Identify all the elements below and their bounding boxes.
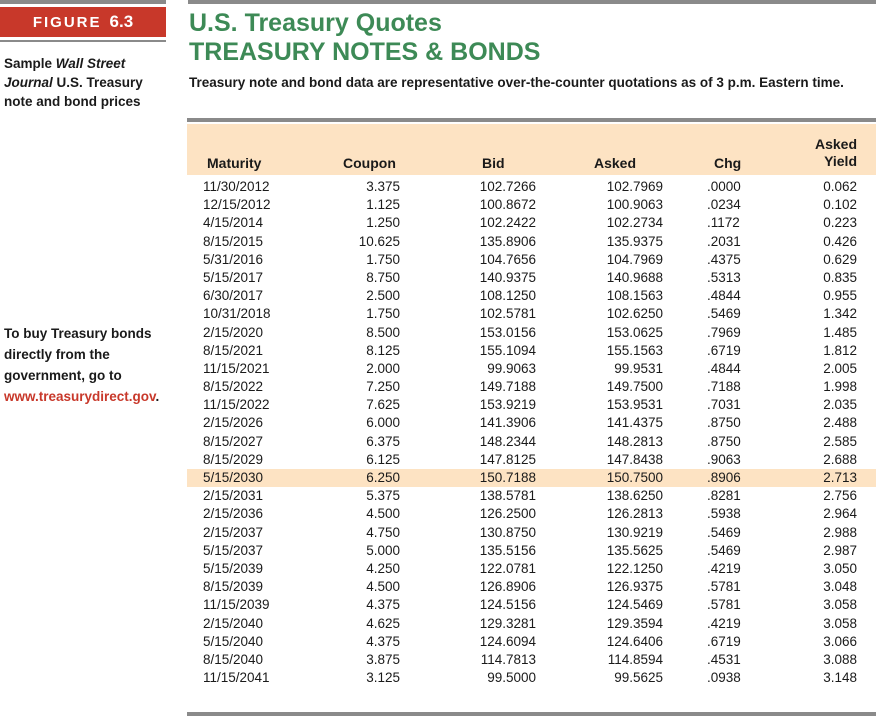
table-row [187,542,876,560]
cell-bid: 122.0781 [479,560,536,576]
header-yield-top: Asked [814,136,857,152]
cell-chg: .5781 [707,597,741,613]
side-note-text: To buy Treasury bonds directly from the government, go to [4,326,152,383]
cell-asked: 140.9688 [606,269,663,285]
cell-coupon: 6.125 [366,451,400,467]
cell-chg: .1172 [707,215,740,231]
cell-bid: 135.5156 [479,542,536,558]
cell-bid: 129.3281 [479,615,536,631]
top-rule-left [0,0,166,4]
cell-chg: .5469 [707,524,741,540]
cell-asked: 135.5625 [606,542,663,558]
cell-coupon: 2.500 [366,288,400,304]
caption-text-1: Sample [4,56,56,71]
cell-chg: .9063 [707,451,741,467]
cell-chg: .4844 [707,288,741,304]
cell-maturity: 8/15/2015 [203,233,264,249]
table-row [187,451,876,469]
table-row [187,305,876,323]
cell-asked-yield: 0.835 [823,269,857,285]
cell-bid: 104.7656 [479,251,536,267]
cell-chg: .0000 [707,179,741,194]
cell-maturity: 2/15/2026 [203,415,264,431]
table-row [187,214,876,232]
table-body [187,178,876,687]
table-row [187,360,876,378]
cell-asked: 124.5469 [606,597,663,613]
cell-asked: 129.3594 [606,615,663,631]
cell-bid: 108.1250 [479,288,536,304]
cell-bid: 99.9063 [487,360,536,376]
table-row [187,196,876,214]
cell-chg: .7031 [707,397,741,413]
cell-asked: 99.5625 [614,670,663,686]
cell-coupon: 1.250 [366,215,400,231]
cell-coupon: 6.375 [366,433,400,449]
cell-coupon: 1.750 [366,306,400,322]
table-row [187,487,876,505]
cell-chg: .0234 [707,197,741,213]
cell-maturity: 5/15/2040 [203,633,264,649]
cell-coupon: 4.500 [366,579,400,595]
header-asked-yield [815,136,857,170]
cell-bid: 138.5781 [479,488,536,504]
cell-maturity: 8/15/2039 [203,579,264,595]
cell-bid: 155.1094 [479,342,536,358]
cell-asked: 155.1563 [606,342,663,358]
cell-coupon: 3.875 [366,651,400,667]
cell-asked-yield: 2.713 [823,470,857,485]
table-description: Treasury note and bond data are representative over-the-counter quotations as of 3 p.m. Eastern time. [189,75,844,90]
cell-asked: 135.9375 [606,233,663,249]
table-row [187,505,876,523]
cell-bid: 102.7266 [479,179,536,194]
cell-coupon: 4.625 [366,615,400,631]
cell-asked-yield: 3.088 [823,651,857,667]
header-maturity: Maturity [207,155,262,171]
table-row [187,233,876,251]
cell-coupon: 4.500 [366,506,400,522]
table-row [187,615,876,633]
cell-maturity: 8/15/2027 [203,433,264,449]
cell-asked-yield: 3.148 [823,670,857,686]
cell-maturity: 4/15/2014 [203,215,264,231]
cell-bid: 124.5156 [479,597,536,613]
cell-asked: 153.0625 [606,324,663,340]
figure-badge [0,7,166,37]
cell-maturity: 11/15/2039 [203,597,270,613]
table-row [187,524,876,542]
cell-maturity: 11/30/2012 [203,179,270,194]
cell-maturity: 8/15/2022 [203,379,264,395]
caption-text-2: U.S. Treasury note and bond prices [4,75,143,109]
cell-asked: 126.9375 [606,579,663,595]
cell-chg: .4219 [707,560,741,576]
figure-caption [4,54,164,111]
cell-bid: 130.8750 [479,524,536,540]
cell-asked-yield: 2.005 [823,360,857,376]
cell-bid: 148.2344 [479,433,536,449]
cell-coupon: 7.250 [366,379,400,395]
table-row [187,414,876,432]
table-row [187,342,876,360]
cell-bid: 140.9375 [479,269,536,285]
cell-maturity: 8/15/2021 [203,342,264,358]
side-note-end: . [155,389,160,404]
cell-chg: .4844 [707,360,741,376]
cell-coupon: 2.000 [366,360,400,376]
cell-maturity: 10/31/2018 [203,306,271,322]
cell-maturity: 5/15/2017 [203,269,264,285]
cell-asked: 130.9219 [606,524,663,540]
cell-asked-yield: 1.485 [823,324,857,340]
cell-coupon: 6.000 [366,415,400,431]
cell-maturity: 5/15/2039 [203,560,264,576]
cell-bid: 126.8906 [479,579,536,595]
cell-coupon: 6.250 [366,470,400,485]
cell-maturity: 11/15/2041 [203,670,270,686]
cell-chg: .7969 [707,324,741,340]
cell-chg: .8750 [707,415,741,431]
table-row [187,378,876,396]
cell-bid: 141.3906 [479,415,536,431]
cell-asked-yield: 0.629 [823,251,857,267]
cell-chg: .4531 [707,651,741,667]
cell-maturity: 2/15/2036 [203,506,264,522]
cell-maturity: 2/15/2040 [203,615,264,631]
cell-asked: 148.2813 [606,433,663,449]
cell-coupon: 4.375 [366,633,400,649]
cell-bid: 149.7188 [479,379,536,395]
cell-maturity: 5/15/2037 [203,542,264,558]
table-row [187,651,876,669]
cell-chg: .5781 [707,579,741,595]
cell-asked-yield: 2.756 [823,488,857,504]
cell-coupon: 3.125 [366,670,400,686]
cell-chg: .5469 [707,542,741,558]
cell-chg: .6719 [707,342,741,358]
cell-bid: 102.5781 [479,306,536,322]
cell-bid: 124.6094 [479,633,536,649]
cell-asked-yield: 1.812 [823,342,857,358]
cell-maturity: 11/15/2021 [203,360,270,376]
cell-chg: .5938 [707,506,741,522]
cell-coupon: 10.625 [358,233,400,249]
cell-bid: 102.2422 [479,215,536,231]
table-row [187,396,876,414]
cell-asked: 150.7500 [606,470,663,485]
page-title: U.S. Treasury Quotes [189,9,442,37]
cell-asked: 122.1250 [606,560,663,576]
cell-asked: 114.8594 [607,651,663,667]
cell-coupon: 8.125 [366,342,400,358]
caption-italic: Wall Street Journal [4,56,126,90]
cell-chg: .2031 [707,233,741,249]
table-bottom-rule [187,712,876,716]
cell-bid: 100.8672 [479,197,536,213]
cell-asked-yield: 2.988 [823,524,857,540]
cell-chg: .5469 [707,306,741,322]
cell-asked-yield: 0.955 [823,288,857,304]
cell-asked: 102.2734 [606,215,663,231]
cell-chg: .4219 [707,615,741,631]
table-row [187,324,876,342]
cell-bid: 147.8125 [479,451,536,467]
cell-asked-yield: 2.488 [823,415,857,431]
cell-asked-yield: 2.987 [823,542,857,558]
cell-coupon: 8.500 [366,324,400,340]
cell-asked-yield: 3.066 [823,633,857,649]
cell-maturity: 2/15/2020 [203,324,264,340]
side-note [4,323,169,407]
cell-bid: 150.7188 [479,470,536,485]
table-row [187,269,876,287]
cell-asked: 102.6250 [606,306,663,322]
cell-asked-yield: 1.342 [823,306,857,322]
cell-chg: .8281 [707,488,741,504]
table-row [187,633,876,651]
page-subtitle-heading: TREASURY NOTES & BONDS [189,38,541,66]
figure-number: 6.3 [109,12,134,31]
top-rule-right [188,0,876,4]
table-row [187,578,876,596]
cell-asked-yield: 2.585 [823,433,857,449]
table-row [187,178,876,196]
cell-bid: 135.8906 [479,233,536,249]
cell-chg: .0938 [707,670,741,686]
treasurydirect-link[interactable]: www.treasurydirect.gov [4,389,156,404]
cell-chg: .8906 [707,470,741,485]
cell-asked: 138.6250 [606,488,663,504]
cell-maturity: 8/15/2029 [203,451,264,467]
cell-asked: 102.7969 [606,179,663,194]
header-coupon: Coupon [343,155,396,171]
table-row [187,596,876,614]
table-row [187,287,876,305]
cell-coupon: 5.375 [366,488,400,504]
cell-asked-yield: 0.062 [823,179,857,194]
cell-asked: 153.9531 [606,397,663,413]
cell-coupon: 4.375 [366,597,400,613]
cell-coupon: 1.125 [366,197,400,213]
cell-asked-yield: 3.048 [823,579,857,595]
table-row [187,560,876,578]
cell-asked: 100.9063 [606,197,663,213]
cell-asked-yield: 0.102 [823,197,857,213]
header-yield-bottom: Yield [824,153,857,169]
cell-chg: .8750 [707,433,741,449]
cell-asked-yield: 3.050 [823,560,857,576]
cell-maturity: 2/15/2031 [203,488,264,504]
cell-asked: 124.6406 [606,633,663,649]
table-header [187,124,876,175]
cell-maturity: 2/15/2037 [203,524,264,540]
cell-asked-yield: 3.058 [823,597,857,613]
cell-asked: 147.8438 [606,451,663,467]
cell-bid: 153.0156 [479,324,536,340]
cell-maturity: 6/30/2017 [203,288,264,304]
cell-maturity: 5/31/2016 [203,251,264,267]
cell-asked-yield: 0.223 [823,215,857,231]
cell-maturity: 8/15/2040 [203,651,264,667]
cell-bid: 99.5000 [487,670,536,686]
table-top-rule [187,118,876,122]
cell-asked: 99.9531 [614,360,663,376]
cell-bid: 153.9219 [479,397,536,413]
cell-chg: .4375 [707,251,741,267]
cell-coupon: 4.750 [366,524,400,540]
cell-asked: 104.7969 [606,251,663,267]
table-row [187,251,876,269]
cell-asked: 141.4375 [606,415,663,431]
figure-rule [0,40,166,42]
cell-maturity: 11/15/2022 [203,397,270,413]
cell-chg: .5313 [707,269,741,285]
cell-asked-yield: 2.688 [823,451,857,467]
cell-maturity: 5/15/2030 [203,470,264,485]
table-row [187,433,876,451]
cell-coupon: 8.750 [366,269,400,285]
figure-label: FIGURE [32,14,102,31]
cell-bid: 126.2500 [479,506,536,522]
cell-chg: .6719 [707,633,741,649]
cell-coupon: 1.750 [366,251,400,267]
cell-coupon: 4.250 [366,560,400,576]
cell-asked-yield: 3.058 [823,615,857,631]
header-asked: Asked [594,155,637,171]
table-row-highlighted [187,469,876,487]
cell-asked-yield: 0.426 [823,233,857,249]
cell-asked: 149.7500 [606,379,663,395]
cell-coupon: 7.625 [366,397,400,413]
cell-coupon: 5.000 [366,542,400,558]
header-bid: Bid [482,155,505,171]
cell-maturity: 12/15/2012 [203,197,271,213]
cell-coupon: 3.375 [366,179,400,194]
cell-chg: .7188 [707,379,741,395]
header-chg: Chg [714,155,742,171]
cell-asked-yield: 2.035 [823,397,857,413]
table-row [187,669,876,687]
cell-asked: 126.2813 [606,506,663,522]
cell-asked-yield: 1.998 [823,379,857,395]
cell-bid: 114.7813 [480,651,536,667]
cell-asked-yield: 2.964 [823,506,857,522]
cell-asked: 108.1563 [606,288,663,304]
